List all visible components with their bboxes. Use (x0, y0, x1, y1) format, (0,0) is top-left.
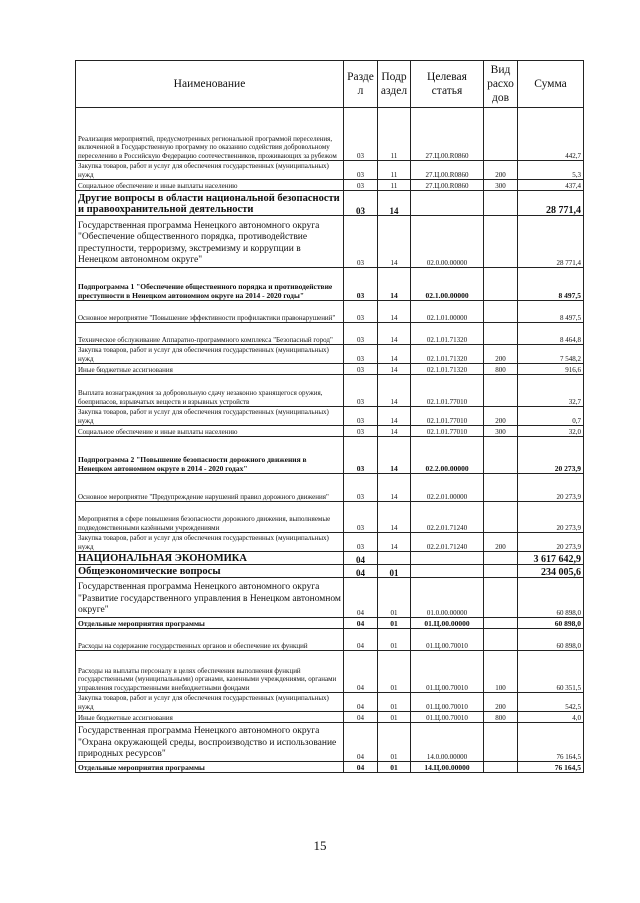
cell-subsection: 01 (378, 651, 411, 693)
cell-amount: 0,7 (518, 407, 584, 426)
cell-subsection: 01 (378, 629, 411, 651)
cell-amount: 7 548,2 (518, 345, 584, 364)
table-row (76, 437, 584, 474)
cell-name: Выплата вознаграждения за добровольную сдачу незаконно хранящегося оружия, боеприпасов, взрывчатых веществ и взрывных устройств (76, 375, 344, 407)
table-row (76, 502, 584, 533)
cell-section: 03 (344, 161, 378, 180)
cell-section: 04 (344, 578, 378, 618)
cell-subsection: 14 (378, 375, 411, 407)
cell-subsection: 01 (378, 723, 411, 762)
table-row (76, 712, 584, 723)
cell-name: Отдельные мероприятия программы (76, 618, 344, 629)
cell-expense-type (484, 375, 518, 407)
cell-amount: 60 898,0 (518, 618, 584, 629)
cell-target-article: 02.2.01.00000 (411, 474, 484, 502)
cell-target-article: 01.Ц.00.70010 (411, 712, 484, 723)
cell-amount: 442,7 (518, 108, 584, 161)
table-row (76, 618, 584, 629)
table-row (76, 407, 584, 426)
cell-amount: 32,7 (518, 375, 584, 407)
cell-name: Техническое обслуживание Аппаратно-программного комплекса "Безопасный город" (76, 323, 344, 345)
cell-amount: 28 771,4 (518, 216, 584, 268)
cell-amount: 20 273,9 (518, 437, 584, 474)
cell-expense-type (484, 502, 518, 533)
cell-subsection: 14 (378, 191, 411, 216)
cell-section: 03 (344, 108, 378, 161)
table-row (76, 629, 584, 651)
header-subsection: Подр аздел (378, 61, 411, 108)
cell-amount: 916,6 (518, 364, 584, 375)
cell-target-article: 02.1.01.00000 (411, 301, 484, 323)
cell-amount: 8 464,8 (518, 323, 584, 345)
cell-name: Расходы на выплаты персоналу в целях обеспечения выполнения функций государственными (муниципальными) органами, казенными учреждениями, органами управления государственными внебюджетными фондами (76, 651, 344, 693)
cell-target-article: 02.1.01.77010 (411, 426, 484, 437)
cell-target-article: 27.Ц.00.R0860 (411, 161, 484, 180)
cell-expense-type: 200 (484, 533, 518, 552)
table-row (76, 426, 584, 437)
cell-subsection: 14 (378, 301, 411, 323)
table-row (76, 565, 584, 578)
cell-target-article: 02.2.01.71240 (411, 502, 484, 533)
cell-name: Основное мероприятие "Предупреждение нарушений правил дорожного движения" (76, 474, 344, 502)
cell-name: Социальное обеспечение и иные выплаты населению (76, 426, 344, 437)
cell-subsection: 14 (378, 323, 411, 345)
cell-name: Иные бюджетные ассигнования (76, 712, 344, 723)
table-body (76, 108, 584, 773)
table-row (76, 216, 584, 268)
cell-section: 03 (344, 426, 378, 437)
cell-target-article: 14.Ц.00.00000 (411, 762, 484, 773)
cell-name: Подпрограмма 2 "Повышение безопасности дорожного движения в Ненецком автономном округе в 2014 - 2020 годах" (76, 437, 344, 474)
cell-expense-type (484, 629, 518, 651)
cell-target-article (411, 565, 484, 578)
cell-section: 04 (344, 712, 378, 723)
cell-expense-type (484, 268, 518, 301)
cell-target-article: 02.1.00.00000 (411, 268, 484, 301)
cell-subsection: 14 (378, 426, 411, 437)
cell-section: 03 (344, 364, 378, 375)
cell-subsection: 01 (378, 762, 411, 773)
table-row (76, 268, 584, 301)
header-name: Наименование (76, 61, 344, 108)
cell-target-article: 01.0.00.00000 (411, 578, 484, 618)
cell-subsection (378, 552, 411, 565)
cell-name: НАЦИОНАЛЬНАЯ ЭКОНОМИКА (76, 552, 344, 565)
cell-target-article: 02.2.01.71240 (411, 533, 484, 552)
cell-subsection: 14 (378, 216, 411, 268)
cell-amount: 28 771,4 (518, 191, 584, 216)
cell-expense-type (484, 565, 518, 578)
cell-expense-type: 100 (484, 651, 518, 693)
cell-section: 03 (344, 268, 378, 301)
table-row (76, 323, 584, 345)
table-row (76, 345, 584, 364)
cell-section: 03 (344, 533, 378, 552)
cell-expense-type (484, 108, 518, 161)
cell-target-article: 02.1.01.77010 (411, 375, 484, 407)
table-row (76, 693, 584, 712)
cell-expense-type (484, 578, 518, 618)
cell-name: Государственная программа Ненецкого автономного округа "Обеспечение общественного порядка, противодействие преступности, терроризму, экстремизму и коррупции в Ненецком автономном округе" (76, 216, 344, 268)
cell-target-article: 01.Ц.00.00000 (411, 618, 484, 629)
cell-target-article: 02.1.01.71320 (411, 323, 484, 345)
cell-amount: 4,0 (518, 712, 584, 723)
cell-name: Отдельные мероприятия программы (76, 762, 344, 773)
table-row (76, 762, 584, 773)
table-row (76, 552, 584, 565)
cell-target-article: 27.Ц.00.R0860 (411, 108, 484, 161)
table-row (76, 180, 584, 191)
cell-expense-type: 200 (484, 693, 518, 712)
table-row (76, 301, 584, 323)
cell-name: Закупка товаров, работ и услуг для обеспечения государственных (муниципальных) нужд (76, 345, 344, 364)
table-row (76, 474, 584, 502)
cell-subsection: 14 (378, 474, 411, 502)
cell-expense-type: 200 (484, 407, 518, 426)
cell-expense-type (484, 191, 518, 216)
cell-section: 03 (344, 191, 378, 216)
cell-subsection: 14 (378, 502, 411, 533)
header-amount: Сумма (518, 61, 584, 108)
header-target-article: Целевая статья (411, 61, 484, 108)
cell-section: 03 (344, 216, 378, 268)
cell-subsection: 01 (378, 565, 411, 578)
cell-name: Основное мероприятие "Повышение эффективности профилактики правонарушений" (76, 301, 344, 323)
cell-section: 04 (344, 723, 378, 762)
cell-section: 03 (344, 180, 378, 191)
budget-table (75, 60, 584, 773)
cell-expense-type (484, 762, 518, 773)
header-expense-type: Вид расхо дов (484, 61, 518, 108)
cell-target-article: 02.2.00.00000 (411, 437, 484, 474)
cell-section: 04 (344, 693, 378, 712)
cell-name: Социальное обеспечение и иные выплаты населению (76, 180, 344, 191)
cell-section: 03 (344, 323, 378, 345)
table-row (76, 723, 584, 762)
cell-target-article: 02.1.01.71320 (411, 345, 484, 364)
cell-subsection: 11 (378, 108, 411, 161)
cell-expense-type (484, 301, 518, 323)
header-section: Разде л (344, 61, 378, 108)
cell-name: Расходы на содержание государственных органов и обеспечение их функций (76, 629, 344, 651)
cell-target-article: 02.1.01.77010 (411, 407, 484, 426)
cell-amount: 3 617 642,9 (518, 552, 584, 565)
cell-expense-type (484, 552, 518, 565)
cell-subsection: 11 (378, 161, 411, 180)
table-row (76, 533, 584, 552)
cell-target-article: 14.0.00.00000 (411, 723, 484, 762)
cell-section: 03 (344, 474, 378, 502)
cell-section: 04 (344, 565, 378, 578)
cell-amount: 437,4 (518, 180, 584, 191)
table-row (76, 578, 584, 618)
cell-subsection: 14 (378, 268, 411, 301)
cell-amount: 8 497,5 (518, 301, 584, 323)
cell-amount: 8 497,5 (518, 268, 584, 301)
cell-amount: 542,5 (518, 693, 584, 712)
cell-section: 03 (344, 301, 378, 323)
cell-expense-type (484, 723, 518, 762)
cell-section: 04 (344, 552, 378, 565)
cell-subsection: 01 (378, 618, 411, 629)
cell-section: 03 (344, 375, 378, 407)
cell-target-article: 01.Ц.00.70010 (411, 629, 484, 651)
cell-name: Общеэкономические вопросы (76, 565, 344, 578)
page-number: 15 (313, 838, 327, 853)
cell-name: Реализация мероприятий, предусмотренных региональной программой переселения, включенной в Государственную программу по оказанию содействия добровольному переселению в Российскую Федерацию соотечественников, проживающих за рубежом (76, 108, 344, 161)
table-row (76, 651, 584, 693)
table-row (76, 161, 584, 180)
cell-name: Закупка товаров, работ и услуг для обеспечения государственных (муниципальных) нужд (76, 407, 344, 426)
cell-name: Подпрограмма 1 "Обеспечение общественного порядка и противодействие преступности в Ненецком автономном округе на 2014 - 2020 годы" (76, 268, 344, 301)
cell-expense-type (484, 216, 518, 268)
cell-expense-type (484, 323, 518, 345)
cell-section: 03 (344, 437, 378, 474)
cell-amount: 60 351,5 (518, 651, 584, 693)
cell-section: 04 (344, 618, 378, 629)
cell-name: Закупка товаров, работ и услуг для обеспечения государственных (муниципальных) нужд (76, 533, 344, 552)
cell-subsection: 14 (378, 407, 411, 426)
cell-target-article (411, 191, 484, 216)
cell-name: Государственная программа Ненецкого автономного округа "Охрана окружающей среды, воспроизводство и использование природных ресурсов" (76, 723, 344, 762)
cell-target-article: 02.1.01.71320 (411, 364, 484, 375)
cell-amount: 76 164,5 (518, 762, 584, 773)
cell-target-article: 01.Ц.00.70010 (411, 651, 484, 693)
table-row (76, 191, 584, 216)
cell-amount: 32,0 (518, 426, 584, 437)
table-row (76, 364, 584, 375)
cell-target-article: 01.Ц.00.70010 (411, 693, 484, 712)
cell-target-article: 27.Ц.00.R0860 (411, 180, 484, 191)
cell-subsection: 14 (378, 437, 411, 474)
table-header-row (76, 61, 584, 108)
table-row (76, 108, 584, 161)
cell-subsection: 11 (378, 180, 411, 191)
cell-section: 03 (344, 407, 378, 426)
cell-expense-type: 200 (484, 161, 518, 180)
cell-amount: 20 273,9 (518, 502, 584, 533)
cell-subsection: 14 (378, 533, 411, 552)
cell-target-article: 02.0.00.00000 (411, 216, 484, 268)
cell-subsection: 01 (378, 693, 411, 712)
cell-section: 03 (344, 502, 378, 533)
cell-expense-type: 200 (484, 345, 518, 364)
cell-expense-type (484, 618, 518, 629)
cell-section: 04 (344, 762, 378, 773)
cell-expense-type: 300 (484, 180, 518, 191)
cell-name: Закупка товаров, работ и услуг для обеспечения государственных (муниципальных) нужд (76, 161, 344, 180)
cell-expense-type: 300 (484, 426, 518, 437)
cell-section: 04 (344, 629, 378, 651)
cell-subsection: 14 (378, 364, 411, 375)
cell-amount: 76 164,5 (518, 723, 584, 762)
cell-expense-type: 800 (484, 712, 518, 723)
cell-amount: 5,3 (518, 161, 584, 180)
cell-amount: 60 898,0 (518, 629, 584, 651)
cell-amount: 234 005,6 (518, 565, 584, 578)
cell-section: 03 (344, 345, 378, 364)
cell-name: Мероприятия в сфере повышения безопасности дорожного движения, выполняемые подведомственными казёнными учреждениями (76, 502, 344, 533)
cell-name: Иные бюджетные ассигнования (76, 364, 344, 375)
cell-section: 04 (344, 651, 378, 693)
cell-amount: 60 898,0 (518, 578, 584, 618)
cell-amount: 20 273,9 (518, 474, 584, 502)
cell-subsection: 14 (378, 345, 411, 364)
cell-amount: 20 273,9 (518, 533, 584, 552)
cell-expense-type (484, 437, 518, 474)
cell-name: Государственная программа Ненецкого автономного округа "Развитие государственного управления в Ненецком автономном округе" (76, 578, 344, 618)
cell-expense-type: 800 (484, 364, 518, 375)
cell-expense-type (484, 474, 518, 502)
cell-name: Другие вопросы в области национальной безопасности и правоохранительной деятельности (76, 191, 344, 216)
cell-subsection: 01 (378, 712, 411, 723)
cell-subsection: 01 (378, 578, 411, 618)
cell-name: Закупка товаров, работ и услуг для обеспечения государственных (муниципальных) нужд (76, 693, 344, 712)
table-row (76, 375, 584, 407)
cell-target-article (411, 552, 484, 565)
